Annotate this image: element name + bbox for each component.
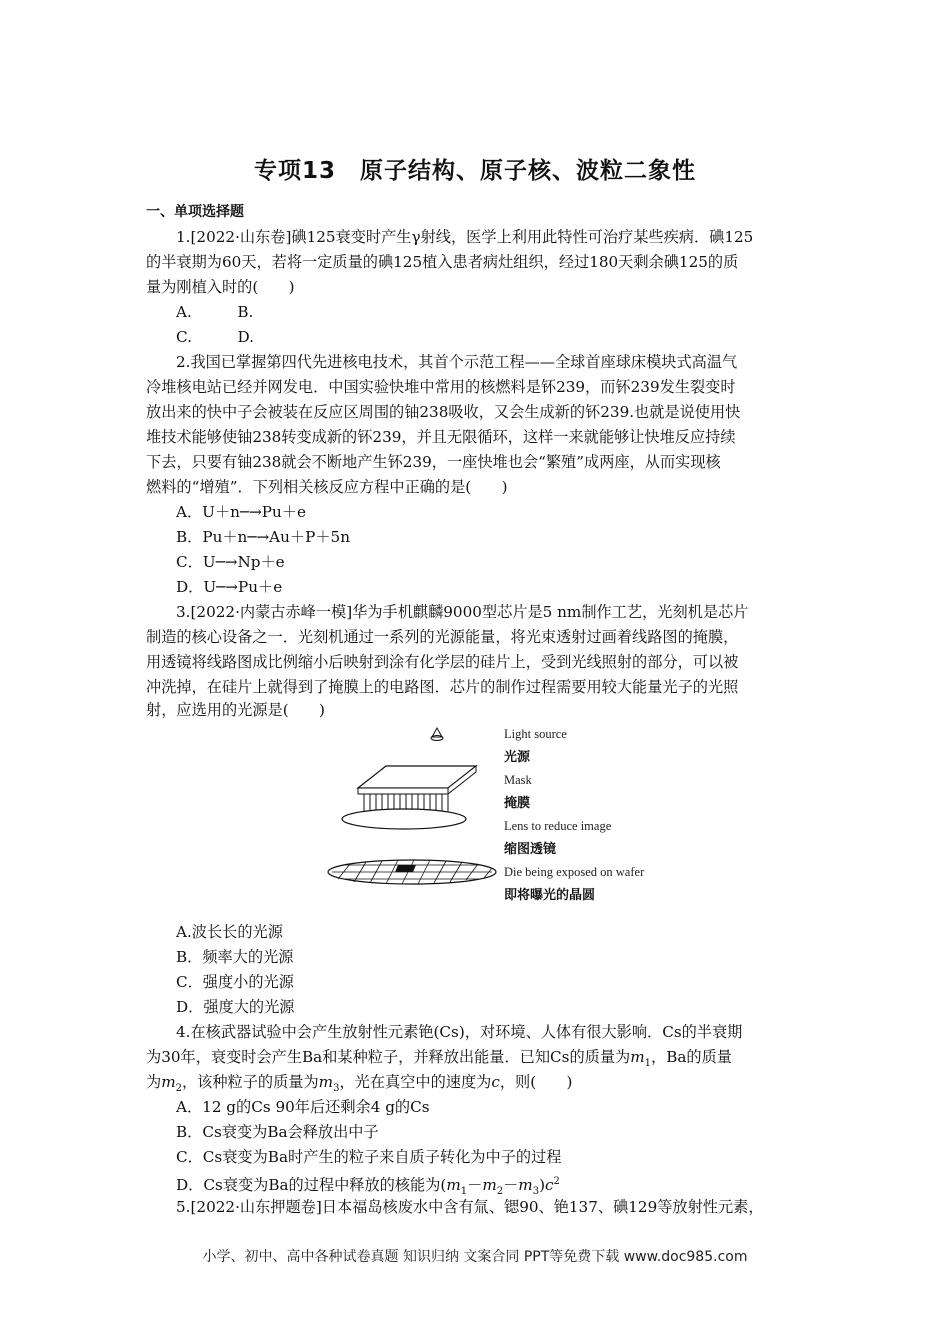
q2-line-2: 冷堆核电站已经并网发电．中国实验快堆中常用的核燃料是钚239，而钚239发生裂变时 bbox=[146, 378, 736, 396]
q3-line-2: 制造的核心设备之一．光刻机通过一系列的光源能量，将光束透射过画着线路图的掩膜， bbox=[146, 628, 739, 646]
lithography-diagram bbox=[318, 722, 658, 902]
q1-options-ab: A. B. bbox=[176, 303, 254, 321]
page-title: 专项13 原子结构、原子核、波粒二象性 bbox=[253, 158, 696, 184]
q1-options-cd: C. D. bbox=[176, 328, 254, 346]
page-footer: 小学、初中、高中各种试卷真题 知识归纳 文案合同 PPT等免费下载 www.doc985.com bbox=[202, 1249, 748, 1265]
q2-option-c: C．U─→Np＋e bbox=[176, 553, 285, 571]
q2-option-b: B．Pu＋n─→Au＋P＋5n bbox=[176, 528, 350, 546]
q2-line-3: 放出来的快中子会被装在反应区周围的铀238吸收，又会生成新的钚239.也就是说使用快 bbox=[146, 403, 741, 421]
lens-icon bbox=[342, 809, 466, 829]
q3-option-d: D．强度大的光源 bbox=[176, 998, 295, 1016]
q3-line-3: 用透镜将线路图成比例缩小后映射到涂有化学层的硅片上，受到光线照射的部分，可以被 bbox=[146, 653, 739, 671]
section-heading: 一、单项选择题 bbox=[146, 204, 244, 220]
label-light-source-zh: 光源 bbox=[504, 750, 531, 765]
label-mask-en: Mask bbox=[504, 773, 532, 787]
q3-option-b: B．频率大的光源 bbox=[176, 948, 294, 966]
q3-option-a: A.波长长的光源 bbox=[176, 923, 283, 941]
q2-line-5: 下去，只要有铀238就会不断地产生钚239，一座快堆也会“繁殖”成两座，从而实现核 bbox=[146, 453, 721, 471]
q4-option-a: A．12 g的Cs 90年后还剩余4 g的Cs bbox=[176, 1098, 430, 1116]
q4-line-1: 4.在核武器试验中会产生放射性元素铯(Cs)，对环境、人体有很大影响．Cs的半衰期 bbox=[176, 1023, 743, 1041]
q2-option-d: D．U─→Pu＋e bbox=[176, 578, 283, 596]
q1-line-1: 1.[2022·山东卷]碘125衰变时产生γ射线，医学上利用此特性可治疗某些疾病．碘125 bbox=[176, 228, 754, 246]
label-lens-en: Lens to reduce image bbox=[504, 819, 612, 833]
label-light-source-en: Light source bbox=[504, 727, 567, 741]
q2-line-1: 2.我国已掌握第四代先进核电技术，其首个示范工程——全球首座球床模块式高温气 bbox=[176, 353, 738, 371]
q3-line-1: 3.[2022·内蒙古赤峰一模]华为手机麒麟9000型芯片是5 nm制作工艺，光刻机是芯片 bbox=[176, 603, 749, 621]
label-lens-zh: 缩图透镜 bbox=[504, 842, 557, 857]
q4-line-2: 为30年，衰变时会产生Ba和某种粒子，并释放出能量．已知Cs的质量为$m_1$，Ba的质量 bbox=[146, 1048, 732, 1070]
label-mask-zh: 掩膜 bbox=[504, 796, 531, 811]
q4-line-3: 为$m_2$，该种粒子的质量为$m_3$，光在真空中的速度为c，则( ) bbox=[146, 1073, 573, 1095]
q3-option-c: C．强度小的光源 bbox=[176, 973, 294, 991]
label-die-zh: 即将曝光的晶圆 bbox=[504, 888, 596, 902]
q4-option-c: C．Cs衰变为Ba时产生的粒子来自质子转化为中子的过程 bbox=[176, 1148, 562, 1166]
label-die-en: Die being exposed on wafer bbox=[504, 865, 645, 879]
q3-line-4: 冲洗掉，在硅片上就得到了掩膜上的电路图．芯片的制作过程需要用较大能量光子的光照 bbox=[146, 678, 739, 696]
q4-option-b: B．Cs衰变为Ba会释放出中子 bbox=[176, 1123, 379, 1141]
q3-line-5: 射，应选用的光源是( ) bbox=[146, 701, 325, 719]
q5-line-1: 5.[2022·山东押题卷]日本福岛核废水中含有氚、锶90、铯137、碘129等放射性元素， bbox=[176, 1198, 764, 1216]
q1-line-2: 的半衰期为60天，若将一定质量的碘125植入患者病灶组织，经过180天剩余碘125的质 bbox=[146, 253, 739, 271]
q2-line-6: 燃料的“增殖”．下列相关核反应方程中正确的是( ) bbox=[146, 478, 508, 496]
light-source-icon bbox=[431, 728, 443, 741]
q4-option-d: D．Cs衰变为Ba的过程中释放的核能为$(m_1-m_2-m_3)c^2$ bbox=[176, 1176, 560, 1198]
mask-icon bbox=[358, 766, 476, 814]
q2-option-a: A．U＋n─→Pu＋e bbox=[176, 503, 306, 521]
wafer-icon bbox=[328, 860, 496, 884]
q1-line-3: 量为刚植入时的( ) bbox=[146, 278, 295, 296]
q2-line-4: 堆技术能够使铀238转变成新的钚239，并且无限循环，这样一来就能够让快堆反应持续 bbox=[146, 428, 736, 446]
